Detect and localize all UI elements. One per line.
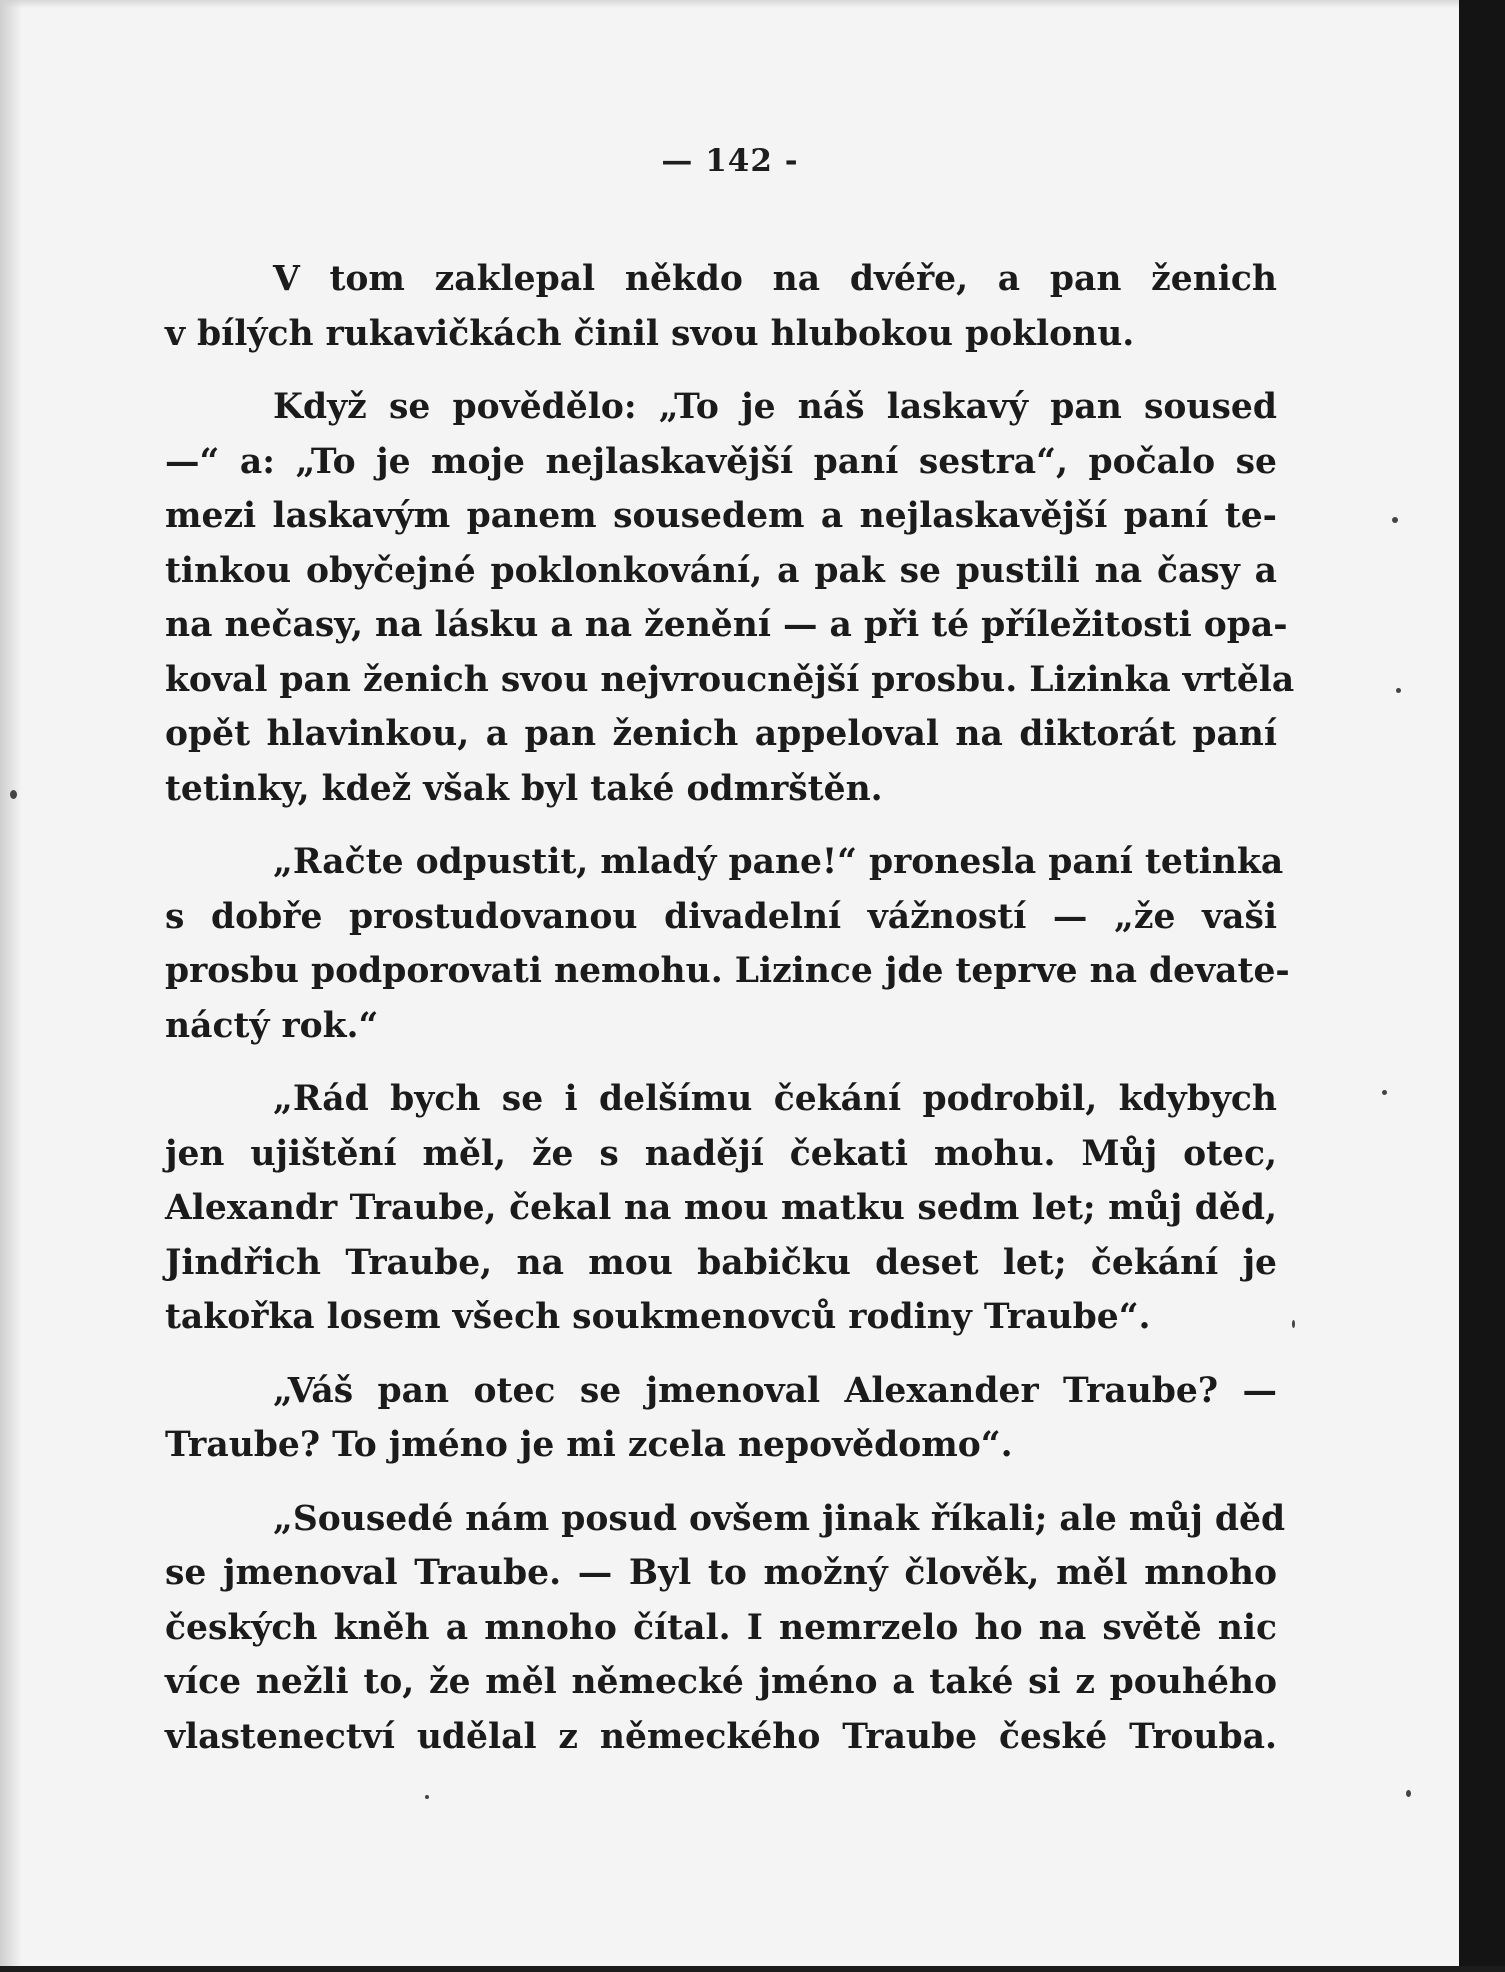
text-line: se jmenoval Traube. — Byl to možný člověk, měl mnoho bbox=[165, 1553, 1277, 1593]
scan-speck bbox=[1382, 1090, 1387, 1095]
page-number: — 142 - bbox=[661, 143, 799, 179]
text-line: Traube? To jméno je mi zcela nepovědomo“. bbox=[165, 1425, 1013, 1465]
text-line: náctý rok.“ bbox=[165, 1005, 379, 1046]
text-line: jen ujištění měl, že s nadějí čekati mohu. Můj otec, bbox=[165, 1133, 1277, 1174]
text-line: v bílých rukavičkách činil svou hlubokou poklonu. bbox=[165, 313, 1135, 354]
scan-speck bbox=[1292, 1320, 1295, 1328]
body-text bbox=[165, 252, 1295, 1783]
text-line: koval pan ženich svou nejvroucnější prosbu. Lizinka vrtěla bbox=[165, 659, 1295, 700]
text-line: s dobře prostudovanou divadelní vážností — „že vaši bbox=[165, 896, 1277, 937]
paragraph bbox=[165, 1492, 1286, 1765]
text-line: V tom zaklepal někdo na dvéře, a pan ženich bbox=[273, 259, 1277, 299]
text-line: více nežli to, že měl německé jméno a také si z pouhého bbox=[165, 1662, 1277, 1702]
paragraph bbox=[165, 380, 1295, 816]
text-line: —“ a: „To je moje nejlaskavější paní sestra“, počalo se bbox=[165, 441, 1277, 482]
page-top-edge-shadow bbox=[0, 0, 1505, 8]
text-line: „Sousedé nám posud ovšem jinak říkali; ale můj děd bbox=[273, 1498, 1286, 1539]
text-line: Když se povědělo: „To je náš laskavý pan soused bbox=[273, 387, 1277, 427]
scan-bottom-border bbox=[0, 1966, 1505, 1972]
text-line: mezi laskavým panem sousedem a nejlaskavější paní te- bbox=[165, 496, 1277, 536]
text-line: českých kněh a mnoho čítal. I nemrzelo ho na světě nic bbox=[165, 1607, 1277, 1648]
paragraph bbox=[165, 1364, 1277, 1473]
scan-speck bbox=[10, 790, 17, 799]
text-line: Alexandr Traube, čekal na mou matku sedm let; můj děd, bbox=[165, 1188, 1277, 1228]
text-line: takořka losem všech soukmenovců rodiny Traube“. bbox=[165, 1297, 1151, 1337]
text-line: tetinky, kdež však byl také odmrštěn. bbox=[165, 768, 883, 809]
scan-speck bbox=[1392, 517, 1398, 523]
paragraph bbox=[165, 835, 1290, 1053]
paragraph bbox=[165, 1072, 1277, 1345]
text-line: „Račte odpustit, mladý pane!“ pronesla paní tetinka bbox=[273, 842, 1284, 882]
text-line: „Váš pan otec se jmenoval Alexander Traube? — bbox=[273, 1370, 1277, 1411]
paragraph bbox=[165, 252, 1277, 361]
scan-speck bbox=[425, 1795, 429, 1799]
text-line: prosbu podporovati nemohu. Lizince jde teprve na devate- bbox=[165, 951, 1290, 991]
text-line: vlastenectví udělal z německého Traube české Trouba. bbox=[165, 1716, 1277, 1757]
scan-speck bbox=[1396, 688, 1401, 693]
scan-speck bbox=[1406, 1790, 1411, 1797]
page-left-edge-shadow bbox=[0, 0, 22, 1972]
text-line: tinkou obyčejné poklonkování, a pak se pustili na časy a bbox=[165, 550, 1277, 591]
text-line: „Rád bych se i delšímu čekání podrobil, kdybych bbox=[273, 1079, 1277, 1119]
scan-right-border bbox=[1459, 0, 1505, 1972]
text-line: opět hlavinkou, a pan ženich appeloval na diktorát paní bbox=[165, 714, 1277, 754]
text-line: Jindřich Traube, na mou babičku deset let; čekání je bbox=[165, 1242, 1277, 1283]
text-line: na nečasy, na lásku a na ženění — a při té příležitosti opa- bbox=[165, 605, 1288, 645]
